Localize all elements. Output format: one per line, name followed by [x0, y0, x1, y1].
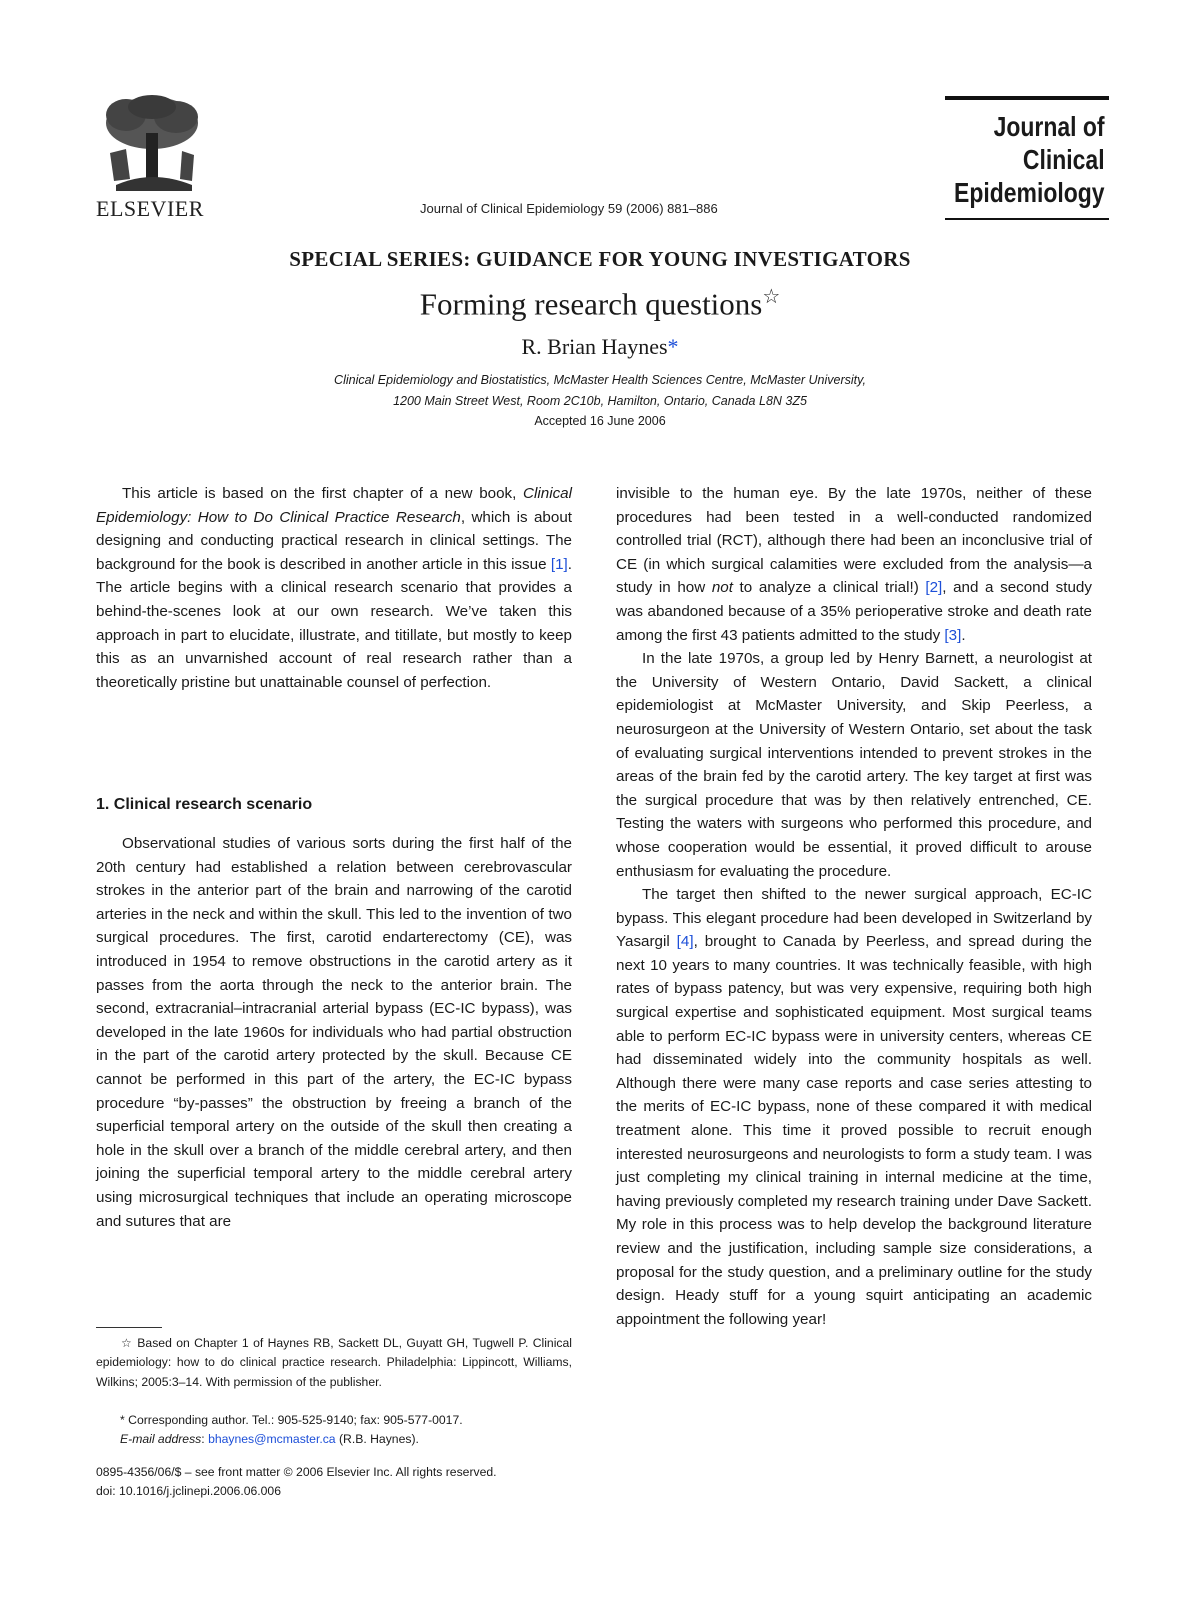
- text-run: . The article begins with a clinical research scenario that provides a behind-the-scenes look at our own research. We’ve taken this approach in part to elucidate, illustrate, and titillate, but mostly to keep this as an unvarnished account of real research rather than a theoretically pristine but unattainable counsel of perfection.: [96, 555, 572, 691]
- book-title: Clinical Epidemiology: How to Do Clinical Practice Research: [96, 485, 572, 526]
- intro-paragraph: [96, 482, 572, 694]
- reference-link[interactable]: [3]: [944, 626, 962, 644]
- text-run: (R.B. Haynes).: [335, 1432, 419, 1447]
- reference-link[interactable]: [2]: [925, 579, 943, 597]
- footnote-line: [96, 1411, 572, 1430]
- section-body-right: [616, 482, 1092, 1331]
- publisher-wordmark: ELSEVIER: [96, 196, 204, 221]
- footnote-line: [96, 1430, 572, 1449]
- journal-citation: Journal of Clinical Epidemiology 59 (2006) 881–886: [420, 201, 718, 216]
- doi-line: doi: 10.1016/j.jclinepi.2006.06.006: [96, 1484, 281, 1499]
- author-footnote-mark[interactable]: *: [667, 334, 679, 359]
- section-heading: 1. Clinical research scenario: [96, 796, 313, 813]
- reference-link[interactable]: [4]: [676, 933, 694, 951]
- section-body-left: [96, 832, 572, 1233]
- body-paragraph: Observational studies of various sorts during the first half of the 20th century had established a relation between cerebrovascular strokes in the anterior part of the brain and narrowing of the carotid arteries in the neck and within the skull. This led to the invention of two surgical procedures. The first, carotid endarterectomy (CE), was introduced in 1954 to remove obstructions in the carotid artery as it passes from the aorta through the neck to the anterior brain. The second, extracranial–intracranial arterial bypass (EC-IC bypass), was developed in the late 1960s for individuals who had partial obstruction in the part of the carotid artery protected by the skull. Because CE cannot be performed in this part of the artery, the EC-IC bypass procedure “by-passes” the obstruction by freeing a branch of the superficial temporal artery on the outside of the skull then creating a hole in the skull over a branch of the middle cerebral artery, and then joining the superficial temporal artery to the middle cerebral artery using microsurgical techniques that include an operating microscope and sutures that are: [96, 835, 572, 1230]
- text-run: , which is about designing and conducting practical research in clinical settings. The background for the book is described in another article in this issue: [96, 508, 572, 573]
- journal-title-line: Clinical: [1023, 144, 1105, 175]
- body-paragraph: In the late 1970s, a group led by Henry Barnett, a neurologist at the University of Western Ontario, David Sackett, a clinical epidemiologist at McMaster University, and Skip Peerless, a neurosurgeon at the University of Western Ontario, set about the task of evaluating surgical interventions intended to prevent strokes in the areas of the brain fed by the carotid artery. The key target at first was the surgical procedure that was by then relatively entrenched, CE. Testing the waters with surgeons who performed this procedure, and whose cooperation would be essential, it proved difficult to arouse enthusiasm for evaluating the procedure.: [616, 650, 1092, 880]
- series-heading: SPECIAL SERIES: GUIDANCE FOR YOUNG INVESTIGATORS: [289, 247, 911, 271]
- text-run: invisible to the human eye. By the late 1970s, neither of these procedures had been tested in a well-conducted randomized controlled trial (RCT), although there had been an inconclusive trial of CE (in which surgical calamities were excluded from the analysis—a study in how: [616, 485, 1092, 597]
- footnote-text: Based on Chapter 1 of Haynes RB, Sackett DL, Guyatt GH, Tugwell P. Clinical epidemiology: how to do clinical practice research. Philadelphia: Lippincott, Williams, Wilkins; 2005:3–14. With permission of the publisher.: [96, 1336, 572, 1389]
- email-label: E-mail address: [120, 1432, 202, 1447]
- footnote-divider: [96, 1327, 162, 1328]
- body-paragraph: [616, 883, 1092, 1331]
- copyright-block: [96, 1463, 616, 1502]
- footnote-mark: ☆: [120, 1336, 133, 1350]
- footnote-mark: *: [120, 1413, 125, 1427]
- copyright-line: 0895-4356/06/$ – see front matter © 2006 Elsevier Inc. All rights reserved.: [96, 1465, 497, 1479]
- reference-link[interactable]: [1]: [550, 555, 568, 573]
- text-run: The target then shifted to the newer surgical approach, EC-IC bypass. This elegant procedure had been developed in Switzerland by Yasargil: [616, 886, 1092, 951]
- article-title: [0, 284, 1200, 322]
- body-paragraph: [616, 482, 1092, 647]
- affiliation-line: Clinical Epidemiology and Biostatistics, McMaster Health Sciences Centre, McMaster University,: [334, 373, 866, 387]
- author-line: [0, 334, 1200, 360]
- article-title-text: Forming research questions: [419, 286, 763, 322]
- footnote-source: [96, 1334, 572, 1392]
- title-footnote-mark: ☆: [762, 286, 781, 308]
- email-link[interactable]: bhaynes@mcmaster.ca: [208, 1432, 336, 1447]
- emphasis: not: [711, 579, 733, 597]
- footnote-text: Corresponding author. Tel.: 905-525-9140; fax: 905-577-0017.: [124, 1413, 463, 1427]
- accepted-date: Accepted 16 June 2006: [534, 414, 666, 428]
- text-run: This article is based on the first chapter of a new book,: [122, 485, 524, 502]
- affiliation-line: 1200 Main Street West, Room 2C10b, Hamilton, Ontario, Canada L8N 3Z5: [393, 394, 807, 408]
- text-run: , brought to Canada by Peerless, and spread during the next 10 years to many countries. It was technically feasible, with high rates of bypass patency, but was very expensive, requiring both high surgical expertise and sophisticated equipment. Most surgical teams able to perform EC-IC bypass were in university centers, whereas CE had disseminated widely into the community hospitals as well. Although there were many case reports and case series attesting to the merits of EC-IC bypass, none of these compared it with medical treatment alone. This time it proved possible to recruit enough interested neurosurgeons and neurologists to form a study team. I was just completing my clinical training in internal medicine at the time, having previously completed my research training under Dave Sackett. My role in this process was to help develop the background literature review and the justification, including sample size considerations, a proposal for the study question, and a preliminary outline for the study design. Heady stuff for a young squirt anticipating an academic appointment the following year!: [616, 933, 1092, 1328]
- text-run: to analyze a clinical trial!): [732, 579, 926, 597]
- journal-title: [954, 110, 1105, 209]
- author-name: R. Brian Haynes: [521, 334, 668, 359]
- footnote-correspondence: [96, 1411, 572, 1450]
- affiliation: [0, 370, 1200, 412]
- text-run: :: [201, 1432, 209, 1447]
- intro-paragraph-block: [96, 482, 572, 694]
- text-run: .: [961, 626, 966, 644]
- journal-title-line: Journal of: [994, 111, 1105, 142]
- text-run: , and a second study was abandoned because of a 35% perioperative stroke and death rate among the first 43 patients admitted to the study: [616, 579, 1092, 644]
- journal-title-line: Epidemiology: [954, 177, 1105, 208]
- journal-title-box: [945, 96, 1109, 220]
